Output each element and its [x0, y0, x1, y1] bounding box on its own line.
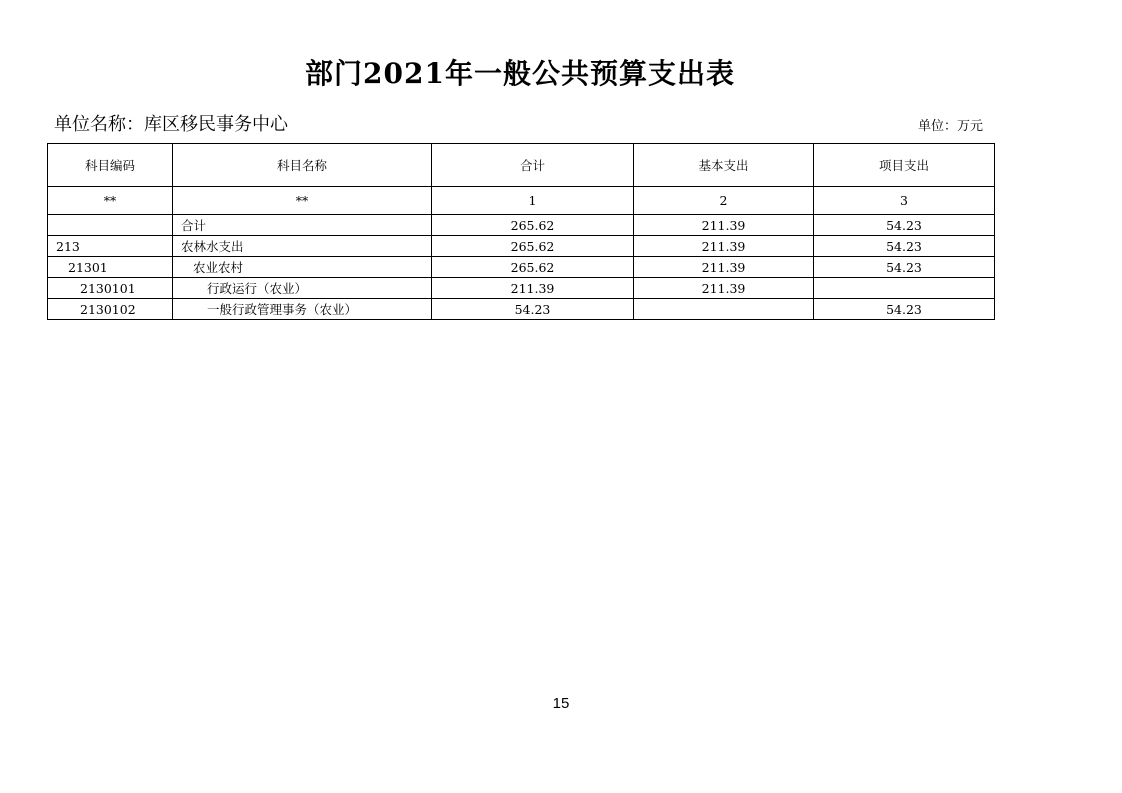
header-name: 科目名称 — [173, 144, 432, 187]
name-cell: 合计 — [173, 215, 432, 236]
table-header-row — [48, 144, 995, 187]
project-cell — [814, 278, 995, 299]
name-cell: 行政运行（农业） — [173, 278, 432, 299]
page-title: 部门2021年一般公共预算支出表 — [305, 57, 735, 90]
index-cell: 2 — [634, 187, 814, 215]
code-cell: 2130102 — [48, 299, 173, 320]
total-cell: 211.39 — [432, 278, 634, 299]
total-cell: 265.62 — [432, 257, 634, 278]
unit-name-label: 单位名称：库区移民事务中心 — [54, 114, 288, 135]
table-row — [48, 299, 995, 320]
header-project: 项目支出 — [814, 144, 995, 187]
code-cell: 213 — [48, 236, 173, 257]
basic-cell: 211.39 — [634, 257, 814, 278]
page-number: 15 — [552, 695, 570, 712]
code-cell: 21301 — [48, 257, 173, 278]
basic-cell: 211.39 — [634, 236, 814, 257]
basic-cell — [634, 299, 814, 320]
table-row — [48, 278, 995, 299]
index-cell: ** — [173, 187, 432, 215]
code-cell: 2130101 — [48, 278, 173, 299]
total-cell: 54.23 — [432, 299, 634, 320]
header-code: 科目编码 — [48, 144, 173, 187]
name-cell: 农林水支出 — [173, 236, 432, 257]
table-row — [48, 257, 995, 278]
name-cell: 农业农村 — [173, 257, 432, 278]
currency-unit-label: 单位：万元 — [918, 119, 984, 134]
project-cell: 54.23 — [814, 257, 995, 278]
table-row — [48, 236, 995, 257]
index-cell: ** — [48, 187, 173, 215]
header-basic: 基本支出 — [634, 144, 814, 187]
table-index-row — [48, 187, 995, 215]
project-cell: 54.23 — [814, 215, 995, 236]
basic-cell: 211.39 — [634, 215, 814, 236]
project-cell: 54.23 — [814, 236, 995, 257]
basic-cell: 211.39 — [634, 278, 814, 299]
project-cell: 54.23 — [814, 299, 995, 320]
index-cell: 1 — [432, 187, 634, 215]
total-cell: 265.62 — [432, 215, 634, 236]
table-row — [48, 215, 995, 236]
budget-table — [47, 143, 995, 320]
code-cell — [48, 215, 173, 236]
name-cell: 一般行政管理事务（农业） — [173, 299, 432, 320]
total-cell: 265.62 — [432, 236, 634, 257]
header-total: 合计 — [432, 144, 634, 187]
index-cell: 3 — [814, 187, 995, 215]
